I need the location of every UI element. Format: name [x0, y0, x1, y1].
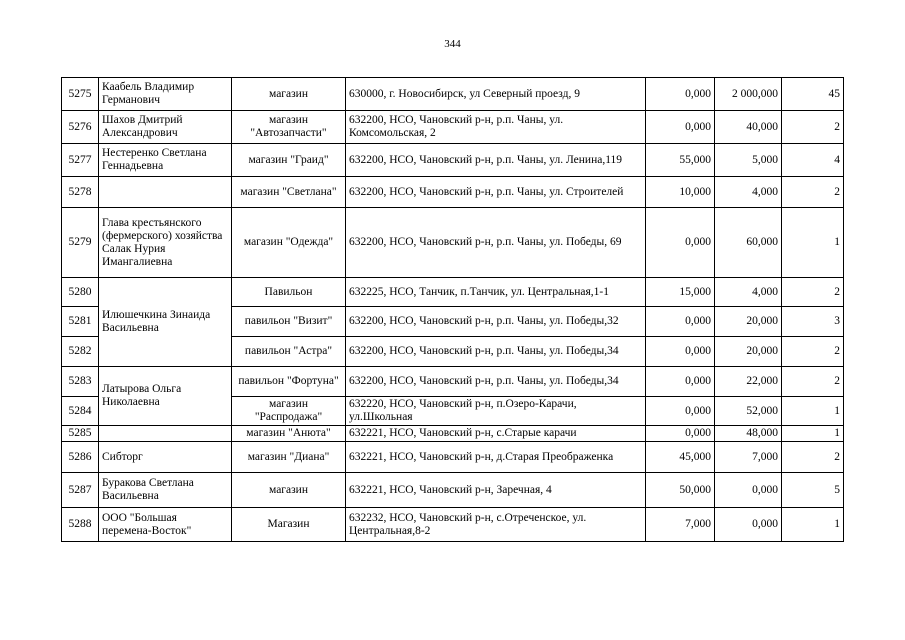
row-number-cell: 5284 [62, 397, 99, 426]
table-row [62, 508, 844, 542]
address-cell: 632225, НСО, Танчик, п.Танчик, ул. Центральная,1-1 [346, 278, 646, 307]
value-b-cell: 40,000 [715, 111, 782, 144]
value-a-cell: 15,000 [646, 278, 715, 307]
address-cell: 632200, НСО, Чановский р-н, р.п. Чаны, ул. Победы,34 [346, 337, 646, 367]
owner-cell: Каабель Владимир Германович [99, 78, 232, 111]
owner-cell: Латырова Ольга Николаевна [99, 367, 232, 426]
shop-cell: магазин "Диана" [232, 442, 346, 473]
table-row [62, 278, 844, 307]
count-cell: 45 [782, 78, 844, 111]
owner-cell: Глава крестьянского (фермерского) хозяйства Салак Нурия Имангалиевна [99, 208, 232, 278]
address-cell: 632200, НСО, Чановский р-н, р.п. Чаны, ул. Строителей [346, 177, 646, 208]
shop-cell: магазин "Распродажа" [232, 397, 346, 426]
table-row [62, 208, 844, 278]
value-a-cell: 50,000 [646, 473, 715, 508]
row-number-cell: 5283 [62, 367, 99, 397]
address-cell: 630000, г. Новосибирск, ул Северный проезд, 9 [346, 78, 646, 111]
count-cell: 2 [782, 442, 844, 473]
value-b-cell: 0,000 [715, 473, 782, 508]
value-a-cell: 0,000 [646, 337, 715, 367]
shop-cell: павильон "Астра" [232, 337, 346, 367]
value-b-cell: 2 000,000 [715, 78, 782, 111]
table-row [62, 442, 844, 473]
count-cell: 2 [782, 337, 844, 367]
count-cell: 1 [782, 426, 844, 442]
shop-cell: Магазин [232, 508, 346, 542]
table-row [62, 473, 844, 508]
row-number-cell: 5281 [62, 307, 99, 337]
row-number-cell: 5276 [62, 111, 99, 144]
address-cell: 632221, НСО, Чановский р-н, д.Старая Преображенка [346, 442, 646, 473]
table-row [62, 367, 844, 397]
row-number-cell: 5287 [62, 473, 99, 508]
shop-cell: павильон "Фортуна" [232, 367, 346, 397]
value-a-cell: 0,000 [646, 397, 715, 426]
owner-cell [99, 426, 232, 442]
value-b-cell: 7,000 [715, 442, 782, 473]
row-number-cell: 5285 [62, 426, 99, 442]
count-cell: 3 [782, 307, 844, 337]
shop-cell: магазин "Граид" [232, 144, 346, 177]
value-a-cell: 0,000 [646, 208, 715, 278]
value-a-cell: 45,000 [646, 442, 715, 473]
table-row [62, 177, 844, 208]
address-cell: 632200, НСО, Чановский р-н, р.п. Чаны, ул. Победы,34 [346, 367, 646, 397]
owner-cell: Буракова Светлана Васильевна [99, 473, 232, 508]
owner-cell [99, 177, 232, 208]
address-cell: 632200, НСО, Чановский р-н, р.п. Чаны, ул. Комсомольская, 2 [346, 111, 646, 144]
count-cell: 4 [782, 144, 844, 177]
address-cell: 632200, НСО, Чановский р-н, р.п. Чаны, ул. Победы, 69 [346, 208, 646, 278]
row-number-cell: 5286 [62, 442, 99, 473]
row-number-cell: 5280 [62, 278, 99, 307]
value-b-cell: 48,000 [715, 426, 782, 442]
value-a-cell: 0,000 [646, 307, 715, 337]
shop-cell: магазин "Автозапчасти" [232, 111, 346, 144]
row-number-cell: 5278 [62, 177, 99, 208]
value-b-cell: 22,000 [715, 367, 782, 397]
value-b-cell: 20,000 [715, 337, 782, 367]
value-b-cell: 4,000 [715, 278, 782, 307]
address-cell: 632220, НСО, Чановский р-н, п.Озеро-Карачи, ул.Школьная [346, 397, 646, 426]
value-a-cell: 10,000 [646, 177, 715, 208]
count-cell: 1 [782, 397, 844, 426]
row-number-cell: 5277 [62, 144, 99, 177]
owner-cell: ООО "Большая перемена-Восток" [99, 508, 232, 542]
count-cell: 2 [782, 367, 844, 397]
count-cell: 1 [782, 508, 844, 542]
row-number-cell: 5275 [62, 78, 99, 111]
shop-cell: магазин [232, 78, 346, 111]
table-row [62, 144, 844, 177]
value-a-cell: 0,000 [646, 78, 715, 111]
address-cell: 632200, НСО, Чановский р-н, р.п. Чаны, ул. Победы,32 [346, 307, 646, 337]
address-cell: 632200, НСО, Чановский р-н, р.п. Чаны, ул. Ленина,119 [346, 144, 646, 177]
value-b-cell: 20,000 [715, 307, 782, 337]
address-cell: 632221, НСО, Чановский р-н, Заречная, 4 [346, 473, 646, 508]
value-a-cell: 7,000 [646, 508, 715, 542]
owner-cell: Илюшечкина Зинаида Васильевна [99, 278, 232, 367]
row-number-cell: 5288 [62, 508, 99, 542]
value-b-cell: 52,000 [715, 397, 782, 426]
shop-cell: магазин "Светлана" [232, 177, 346, 208]
count-cell: 2 [782, 111, 844, 144]
table-row [62, 426, 844, 442]
owner-cell: Сибторг [99, 442, 232, 473]
value-b-cell: 4,000 [715, 177, 782, 208]
value-b-cell: 60,000 [715, 208, 782, 278]
shop-cell: магазин "Одежда" [232, 208, 346, 278]
value-a-cell: 0,000 [646, 111, 715, 144]
shop-cell: павильон "Визит" [232, 307, 346, 337]
owner-cell: Нестеренко Светлана Геннадьевна [99, 144, 232, 177]
count-cell: 1 [782, 208, 844, 278]
count-cell: 2 [782, 278, 844, 307]
page-number: 344 [444, 38, 461, 50]
value-a-cell: 0,000 [646, 367, 715, 397]
address-cell: 632232, НСО, Чановский р-н, с.Отреченское, ул. Центральная,8-2 [346, 508, 646, 542]
shop-cell: магазин "Анюта" [232, 426, 346, 442]
shop-cell: магазин [232, 473, 346, 508]
shop-cell: Павильон [232, 278, 346, 307]
table-row [62, 111, 844, 144]
row-number-cell: 5279 [62, 208, 99, 278]
value-b-cell: 0,000 [715, 508, 782, 542]
row-number-cell: 5282 [62, 337, 99, 367]
value-a-cell: 0,000 [646, 426, 715, 442]
value-a-cell: 55,000 [646, 144, 715, 177]
table-row [62, 78, 844, 111]
value-b-cell: 5,000 [715, 144, 782, 177]
address-cell: 632221, НСО, Чановский р-н, с.Старые карачи [346, 426, 646, 442]
registry-table [61, 77, 844, 542]
count-cell: 2 [782, 177, 844, 208]
owner-cell: Шахов Дмитрий Александрович [99, 111, 232, 144]
count-cell: 5 [782, 473, 844, 508]
